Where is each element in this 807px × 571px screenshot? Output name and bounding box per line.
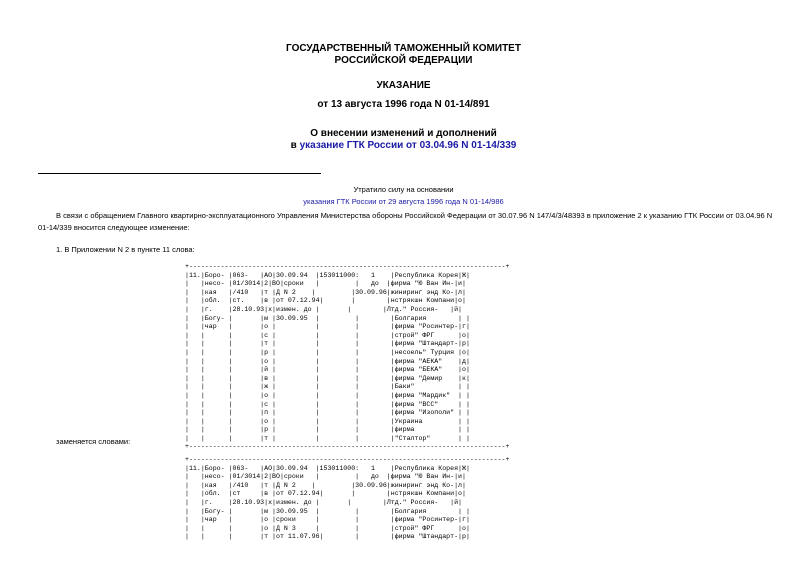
subject-prefix: в xyxy=(290,140,300,151)
divider xyxy=(38,173,321,174)
repeal-notice xyxy=(0,184,807,208)
subject-line-2 xyxy=(0,140,807,152)
body-paragraph-3: заменяется словами: xyxy=(56,437,131,446)
repeal-label: Утратило силу на основании xyxy=(353,185,454,194)
original-text-table: +--------------------------------------------------------------------------------+ |11.|Боро- |063- |АО|30.09.94 |153011000: 1 |Республика Корея|Ж| | |несо- |01/3014|2|ВО|сроки | | до |фирма "Ю Ван Ин-|и| | |кая |/410 |т |Д N 2 | |30.09.96|жиниринг энд Ко-|л| | |обл. |ст. |в |от 07.12.94| | |нстрякшн Компани|о| | |г. |28.10.93|х|измен. до | | |Лтд." Россия- |й| | |Богу- | |м |30.09.95 | | |Болгария | | | |чар | |о | | | |фирма "Росинтер-|г| | | | |с | | | |строй" ФРГ |о| | | | |т | | | |фирма "Штандарт-|р| | | | |р | | | |несоель" Турция |о| | | | |о | | | |фирма "АЕКА" |д| | | | |й | | | |фирма "БЕКА" |о| | | | |в | | | |фирма "Демир |к| | | | |ж | | | |Баки" | | | | | |о | | | |фирма "Мардик" | | | | | |с | | | |фирма "ВСС" | | | | | |п | | | |фирма "Изополи" | | | | | |о | | | |Украина | | | | | |р | | | |фирма | | | | | |т | | | |"Сталтор" | | +--------------------------------------------------------------------------------+ xyxy=(185,263,510,451)
subject-reference-link[interactable]: указание ГТК России от 03.04.96 N 01-14/339 xyxy=(299,140,517,151)
org-line-1: ГОСУДАРСТВЕННЫЙ ТАМОЖЕННЫЙ КОМИТЕТ xyxy=(286,43,521,54)
subject-line-1: О внесении изменений и дополнений xyxy=(310,128,497,139)
document-date: от 13 августа 1996 года N 01-14/891 xyxy=(317,99,490,110)
org-line-2: РОССИЙСКОЙ ФЕДЕРАЦИИ xyxy=(334,55,473,66)
document-subject xyxy=(0,128,807,152)
body-paragraph-1: В связи с обращением Главного квартирно-эксплуатационного Управления Министерства обороны Российской Федерации от 30.07.96 N 147/4/3/48393 в приложение 2 к указанию ГТК России от 03.04.96 N 01-14/339 вносится следующее изменение: xyxy=(38,211,773,232)
replacement-text-table: +--------------------------------------------------------------------------------+ |11.|Боро- |063- |АО|30.09.94 |153011000: 1 |Республика Корея|Ж| | |несо- |01/3014|2|ВО|сроки | | до |фирма "Ю Ван Ин-|и| | |кая |/410 |т |Д N 2 | |30.09.96|жиниринг энд Ко-|л| | |обл. |ст |в |от 07.12.94| | |нстрякшн Компани|о| | |г. |28.10.93|х|измен. до | | |Лтд." Россия- |й| | |Богу- | |м |30.09.95 | | |Болгария | | | |чар | |о |сроки | | |фирма "Росинтер-|г| | | | |о |Д N 3 | | |строй" ФРГ |о| | | | |т |от 11.07.96| | |фирма "Штандарт-|р| xyxy=(185,456,510,541)
repeal-reference-link[interactable]: указания ГТК России от 29 августа 1996 года N 01-14/986 xyxy=(303,197,504,206)
document-type: УКАЗАНИЕ xyxy=(376,80,431,91)
body-paragraph-2: 1. В Приложении N 2 в пункте 11 слова: xyxy=(56,245,195,254)
issuing-organization xyxy=(0,43,807,67)
